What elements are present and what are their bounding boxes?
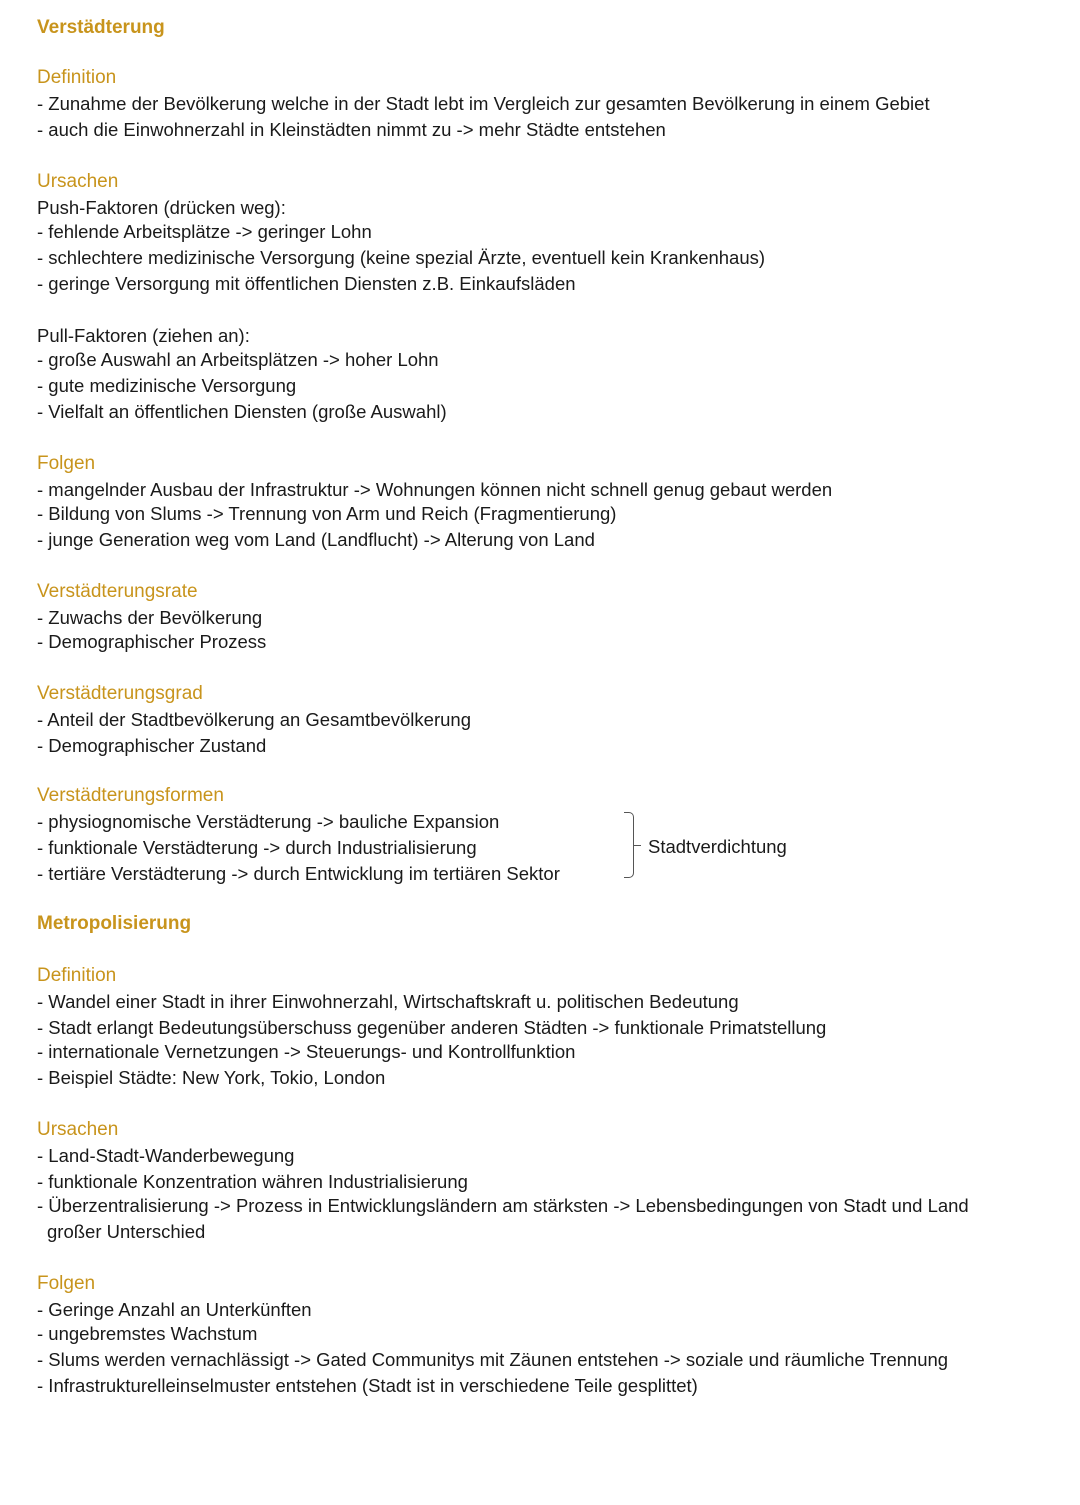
push-factor-line: - geringe Versorgung mit öffentlichen Diensten z.B. Einkaufsläden	[37, 273, 576, 294]
push-factor-line: - schlechtere medizinische Versorgung (keine spezial Ärzte, eventuell kein Krankenhaus)	[37, 247, 766, 268]
definition-line: - Beispiel Städte: New York, Tokio, London	[37, 1067, 386, 1088]
pull-factor-line: - gute medizinische Versorgung	[37, 375, 297, 396]
cause-line-continuation: großer Unterschied	[47, 1221, 206, 1242]
pull-factor-line: - Vielfalt an öffentlichen Diensten (große Auswahl)	[37, 401, 447, 422]
consequence-line: - junge Generation weg vom Land (Landflucht) -> Alterung von Land	[37, 529, 595, 550]
consequences-heading: Folgen	[37, 453, 96, 474]
pull-factors-title: Pull-Faktoren (ziehen an):	[37, 325, 250, 346]
cause-line: - funktionale Konzentration währen Industrialisierung	[37, 1171, 468, 1192]
causes-heading: Ursachen	[37, 171, 119, 192]
rate-heading: Verstädterungsrate	[37, 581, 198, 602]
consequence-line: - Geringe Anzahl an Unterkünften	[37, 1299, 312, 1320]
definition-line: - Stadt erlangt Bedeutungsüberschuss gegenüber anderen Städten -> funktionale Primatstellung	[37, 1017, 827, 1038]
push-factors-title: Push-Faktoren (drücken weg):	[37, 197, 286, 218]
form-line: - funktionale Verstädterung -> durch Industrialisierung	[37, 837, 477, 858]
form-line: - tertiäre Verstädterung -> durch Entwicklung im tertiären Sektor	[37, 863, 560, 884]
section-title-metropolization: Metropolisierung	[37, 913, 192, 934]
cause-line: - Land-Stadt-Wanderbewegung	[37, 1145, 295, 1166]
degree-heading: Verstädterungsgrad	[37, 683, 203, 704]
bracket-label: Stadtverdichtung	[648, 836, 787, 857]
causes-heading: Ursachen	[37, 1119, 119, 1140]
degree-line: - Anteil der Stadtbevölkerung an Gesamtbevölkerung	[37, 709, 471, 730]
definition-heading: Definition	[37, 965, 117, 986]
consequence-line: - Infrastrukturelleinselmuster entstehen (Stadt ist in verschiedene Teile gesplittet)	[37, 1375, 698, 1396]
pull-factor-line: - große Auswahl an Arbeitsplätzen -> hoher Lohn	[37, 349, 439, 370]
cause-line: - Überzentralisierung -> Prozess in Entwicklungsländern am stärksten -> Lebensbedingungen von Stadt und Land	[37, 1195, 969, 1216]
section-title-urbanization: Verstädterung	[37, 17, 165, 38]
definition-line: - Wandel einer Stadt in ihrer Einwohnerzahl, Wirtschaftskraft u. politischen Bedeutung	[37, 991, 739, 1012]
consequence-line: - ungebremstes Wachstum	[37, 1323, 258, 1344]
consequence-line: - mangelnder Ausbau der Infrastruktur -> Wohnungen können nicht schnell genug gebaut werden	[37, 479, 833, 500]
rate-line: - Zuwachs der Bevölkerung	[37, 607, 263, 628]
consequence-line: - Bildung von Slums -> Trennung von Arm und Reich (Fragmentierung)	[37, 503, 617, 524]
degree-line: - Demographischer Zustand	[37, 735, 267, 756]
curly-bracket-tick	[633, 845, 641, 846]
rate-line: - Demographischer Prozess	[37, 631, 267, 652]
definition-line: - auch die Einwohnerzahl in Kleinstädten nimmt zu -> mehr Städte entstehen	[37, 119, 666, 140]
form-line: - physiognomische Verstädterung -> bauliche Expansion	[37, 811, 500, 832]
definition-line: - internationale Vernetzungen -> Steuerungs- und Kontrollfunktion	[37, 1041, 576, 1062]
consequences-heading: Folgen	[37, 1273, 96, 1294]
forms-heading: Verstädterungsformen	[37, 785, 224, 806]
push-factor-line: - fehlende Arbeitsplätze -> geringer Lohn	[37, 221, 372, 242]
definition-heading: Definition	[37, 67, 117, 88]
consequence-line: - Slums werden vernachlässigt -> Gated Communitys mit Zäunen entstehen -> soziale und räumliche Trennung	[37, 1349, 949, 1370]
definition-line: - Zunahme der Bevölkerung welche in der Stadt lebt im Vergleich zur gesamten Bevölkerung in einem Gebiet	[37, 93, 930, 114]
